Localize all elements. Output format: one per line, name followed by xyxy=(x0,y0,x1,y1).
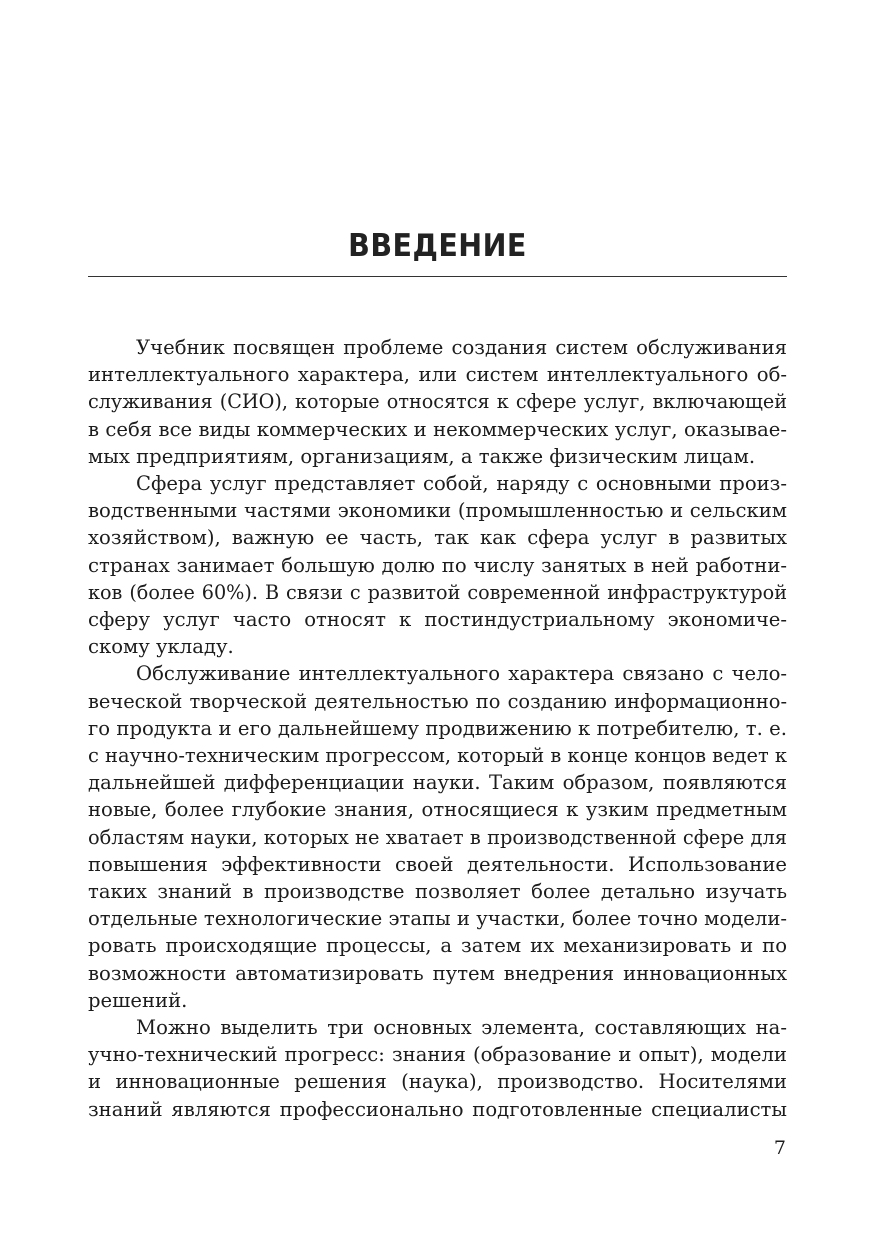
text-line: с научно-техническим прогрессом, который в конце концов ведет к xyxy=(88,744,787,768)
text-line: сферу услуг часто относят к постиндустриальному экономиче- xyxy=(88,608,787,632)
text-line: учно-технический прогресс: знания (образование и опыт), модели xyxy=(88,1043,787,1067)
text-line: странах занимает большую долю по числу занятых в ней работни- xyxy=(88,553,787,577)
body-text xyxy=(88,334,787,1123)
text-line: и инновационные решения (наука), производство. Носителями xyxy=(88,1070,787,1094)
section-heading: ВВЕДЕНИЕ xyxy=(348,228,527,264)
heading-rule xyxy=(88,276,787,277)
text-line: Обслуживание интеллектуального характера связано с чело- xyxy=(136,662,787,686)
text-line: Сфера услуг представляет собой, наряду с основными произ- xyxy=(136,472,787,496)
text-line: ков (более 60%). В связи с развитой современной инфраструктурой xyxy=(88,580,787,604)
page-number: 7 xyxy=(773,1137,786,1159)
text-line: возможности автоматизировать путем внедрения инновационных xyxy=(88,961,787,985)
paragraph-2 xyxy=(88,470,787,660)
text-line: таких знаний в производстве позволяет более детально изучать xyxy=(88,880,787,904)
text-line: Учебник посвящен проблеме создания систем обслуживания xyxy=(136,336,787,359)
paragraph-1 xyxy=(88,334,787,470)
text-line: знаний являются профессионально подготовленные специалисты xyxy=(88,1097,787,1121)
text-line: скому укладу. xyxy=(88,635,234,659)
text-line: водственными частями экономики (промышленностью и сельским xyxy=(88,499,787,523)
text-line: хозяйством), важную ее часть, так как сфера услуг в развитых xyxy=(88,526,787,550)
text-line: новые, более глубокие знания, относящиеся к узким предметным xyxy=(88,798,787,822)
text-line: дальнейшей дифференциации науки. Таким образом, появляются xyxy=(88,771,787,795)
paragraph-4 xyxy=(88,1014,787,1123)
text-line: Можно выделить три основных элемента, составляющих на- xyxy=(136,1016,787,1040)
text-line: в себя все виды коммерческих и некоммерческих услуг, оказывае- xyxy=(88,417,787,441)
text-line: служивания (СИО), которые относятся к сфере услуг, включающей xyxy=(88,390,787,414)
text-line: повышения эффективности своей деятельности. Использование xyxy=(88,852,787,876)
text-line: веческой творческой деятельностью по созданию информационно- xyxy=(88,689,787,713)
text-line: го продукта и его дальнейшему продвижению к потребителю, т. е. xyxy=(88,716,787,740)
text-line: интеллектуального характера, или систем интеллектуального об- xyxy=(88,363,787,387)
text-line: мых предприятиям, организациям, а также физическим лицам. xyxy=(88,444,756,468)
text-line: решений. xyxy=(88,988,188,1012)
text-line: областям науки, которых не хватает в производственной сфере для xyxy=(88,825,787,849)
paragraph-3 xyxy=(88,660,787,1014)
text-line: отдельные технологические этапы и участки, более точно модели- xyxy=(88,907,787,931)
text-line: ровать происходящие процессы, а затем их механизировать и по xyxy=(88,934,787,958)
